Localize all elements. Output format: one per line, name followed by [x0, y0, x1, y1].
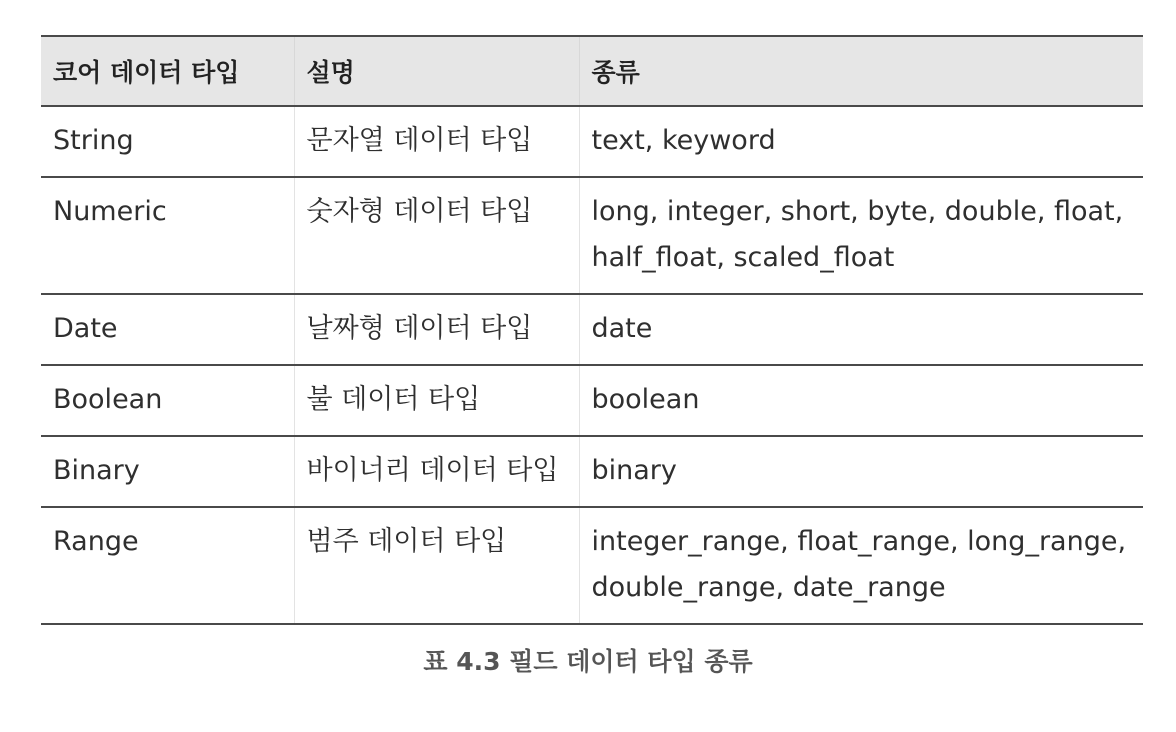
type-cell: Boolean	[41, 365, 294, 436]
kinds-cell	[579, 106, 1143, 177]
kinds-line: boolean	[591, 384, 700, 415]
table-header	[41, 36, 1143, 106]
description-cell: 날짜형 데이터 타입	[294, 294, 579, 365]
table-row	[41, 177, 1143, 294]
table-row	[41, 436, 1143, 507]
description-cell: 문자열 데이터 타입	[294, 106, 579, 177]
table-caption: 표 4.3 필드 데이터 타입 종류	[423, 647, 753, 676]
kinds-line: double_range, date_range	[591, 572, 946, 603]
kinds-line: long, integer, short, byte, double, float,	[591, 196, 1124, 227]
table-row	[41, 294, 1143, 365]
description-cell: 불 데이터 타입	[294, 365, 579, 436]
table-row	[41, 507, 1143, 624]
header-kinds: 종류	[579, 36, 1143, 106]
description-cell: 범주 데이터 타입	[294, 507, 579, 624]
kinds-line: half_float, scaled_float	[591, 242, 895, 273]
data-type-table-container	[41, 35, 1143, 625]
kinds-cell	[579, 294, 1143, 365]
kinds-line: integer_range, float_range, long_range,	[591, 526, 1127, 557]
description-cell: 숫자형 데이터 타입	[294, 177, 579, 294]
kinds-line: binary	[591, 455, 677, 486]
kinds-cell	[579, 365, 1143, 436]
header-description: 설명	[294, 36, 579, 106]
field-data-type-table	[41, 35, 1143, 625]
kinds-cell	[579, 507, 1143, 624]
type-cell: Date	[41, 294, 294, 365]
kinds-cell	[579, 177, 1143, 294]
type-cell: Numeric	[41, 177, 294, 294]
kinds-line: date	[591, 313, 653, 344]
type-cell: Binary	[41, 436, 294, 507]
table-row	[41, 365, 1143, 436]
header-row	[41, 36, 1143, 106]
type-cell: Range	[41, 507, 294, 624]
kinds-cell	[579, 436, 1143, 507]
table-row	[41, 106, 1143, 177]
kinds-line: text, keyword	[591, 125, 776, 156]
type-cell: String	[41, 106, 294, 177]
description-cell: 바이너리 데이터 타입	[294, 436, 579, 507]
header-core-data-type: 코어 데이터 타입	[41, 36, 294, 106]
table-body	[41, 106, 1143, 624]
